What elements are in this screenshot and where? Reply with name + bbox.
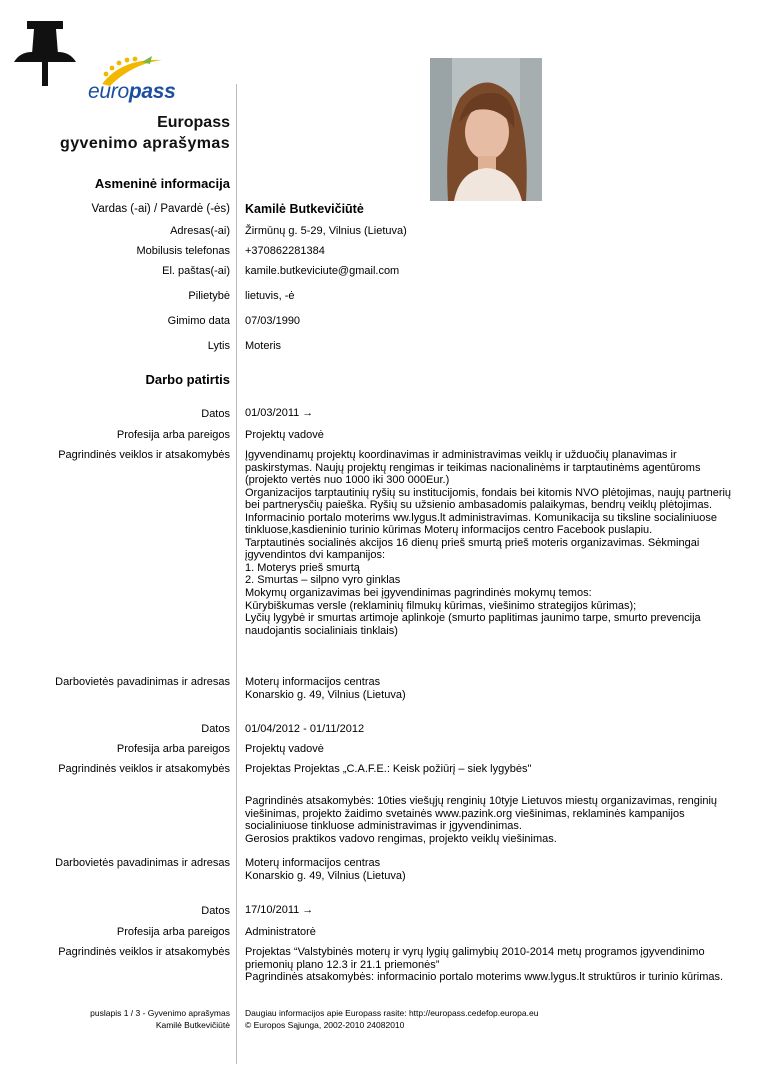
job1-activity-line: bei partnerysčių paieška. Ryšių su užsienio ambasadomis palaikymas, bendrų veiklų plėtojimas. [245, 499, 713, 512]
job1-activity-line: 1. Moterys prieš smurtą [245, 561, 360, 574]
email-label: El. paštas(-ai) [162, 265, 230, 277]
job2-employer [245, 857, 715, 882]
profile-photo [430, 58, 542, 201]
job3-activity-line: priemonių plano 12.3 ir 21.1 priemonės” [245, 958, 440, 971]
job1-activity-line: įgyvendintos dvi kampanijos: [245, 549, 386, 562]
job2-activities-label: Pagrindinės veiklos ir atsakomybės [58, 763, 230, 775]
job1-activity-line: naudojantis socialiniais tinklais) [245, 624, 398, 637]
europass-logo: europass [88, 80, 176, 103]
job2-position-label: Profesija arba pareigos [116, 743, 230, 755]
job2-employer-line: Konarskio g. 49, Vilnius (Lietuva) [245, 869, 406, 882]
job3-position-label: Profesija arba pareigos [116, 926, 230, 938]
mobile-value: +370862281384 [245, 245, 325, 257]
job1-activity-line: Įgyvendinamų projektų koordinavimas ir administravimas veiklų ir užduočių planavimas ir [245, 449, 677, 461]
job1-activities [245, 449, 732, 637]
job1-activity-line: tinkluose,kasdieninio turinio kūrimas Moterų informacijos centro Facebook puslapiu. [245, 524, 653, 537]
mobile-label: Mobilusis telefonas [136, 245, 230, 257]
job2-activity-line: viešinimas, projekto žaidimo svetainės www.pazink.org viešinimas, reklaminės kampanijos [245, 807, 685, 820]
citizenship-label: Pilietybė [188, 290, 230, 302]
job1-position-label: Profesija arba pareigos [116, 429, 230, 441]
job1-activity-line: (projekto vertės nuo 1000 iki 300 000Eur.) [245, 474, 450, 487]
address-value: Žirmūnų g. 5-29, Vilnius (Lietuva) [245, 225, 407, 237]
job2-employer-label: Darbovietės pavadinimas ir adresas [55, 857, 230, 869]
job2-dates: 01/04/2012 - 01/11/2012 [245, 723, 365, 735]
job1-activity-line: Kūrybiškumas versle (reklaminių filmukų kūrimas, viešinimo strategijos kūrimas); [245, 599, 637, 612]
birthdate-label: Gimimo data [167, 315, 230, 327]
job2-activity-line: socialiniuose tinkluose administravimas ir įgyvendinimas. [245, 820, 522, 833]
footer-copyright: © Europos Sąjunga, 2002-2010 24082010 [245, 1020, 405, 1030]
job3-activities-label: Pagrindinės veiklos ir atsakomybės [58, 946, 230, 958]
job1-employer-line: Konarskio g. 49, Vilnius (Lietuva) [245, 688, 406, 701]
section-work-experience: Darbo patirtis [145, 372, 230, 387]
person-name: Kamilė Butkevičiūtė [245, 202, 364, 216]
job2-employer-line: Moterų informacijos centras [245, 857, 381, 869]
job1-activity-line: Organizacijos tarptautinių ryšių su institucijomis, fondais bei kitomis NVO plėtojimas, naujų partnerių [245, 486, 732, 499]
pushpin-icon [10, 18, 80, 88]
job1-employer-line: Moterų informacijos centras [245, 676, 381, 688]
citizenship-value: lietuvis, -ė [245, 290, 295, 302]
job3-dates: 17/10/2011 → [245, 904, 314, 916]
job1-activity-line: Lyčių lygybė ir smurtas artimoje aplinkoje (smurto paplitimas jaunimo tarpe, smurto prevencija [245, 612, 701, 625]
job1-employer-label: Darbovietės pavadinimas ir adresas [55, 676, 230, 688]
job1-activity-line: Tarptautinės socialinės akcijos 16 dienų prieš smurtą prieš moteris organizavimas. Sėkmingai [245, 536, 700, 549]
gender-label: Lytis [207, 340, 230, 352]
job1-activity-line: 2. Smurtas – silpno vyro ginklas [245, 574, 401, 587]
name-label: Vardas (-ai) / Pavardė (-ės) [91, 203, 230, 215]
birthdate-value: 07/03/1990 [245, 315, 301, 327]
job1-employer [245, 676, 715, 701]
column-divider [236, 84, 237, 1064]
footer-name: Kamilė Butkevičiūtė [155, 1020, 230, 1030]
job2-activity-line: Projektas Projektas „C.A.F.E.: Keisk požiūrį – siek lygybės" [245, 763, 532, 775]
footer-page-info: puslapis 1 / 3 - Gyvenimo aprašymas [90, 1008, 230, 1018]
job3-activities [245, 946, 724, 984]
footer-more-info: Daugiau informacijos apie Europass rasite: http://europass.cedefop.europa.eu [245, 1008, 539, 1018]
job2-position: Projektų vadovė [245, 743, 324, 755]
address-label: Adresas(-ai) [170, 225, 230, 237]
job1-dates: 01/03/2011 → [245, 407, 314, 419]
document-subtitle: gyvenimo aprašymas [60, 135, 230, 152]
job1-activity-line: paskirstymas. Naujų projektų rengimas ir teikimas nacionalinėms ir tarptautinėms agentūroms [245, 461, 701, 474]
job2-activities-extra [245, 795, 718, 845]
job1-dates-label: Datos [201, 408, 230, 420]
job1-activity-line: Mokymų organizavimas bei įgyvendinimas pagrindinės mokymų temos: [245, 587, 592, 600]
document-title: Europass [157, 114, 230, 131]
job3-activity-line: Pagrindinės atsakomybės: informacinio portalo moterims www.lygus.lt struktūros ir turinio kūrimas. [245, 971, 724, 984]
email-value: kamile.butkeviciute@gmail.com [245, 265, 400, 277]
job3-dates-label: Datos [201, 905, 230, 917]
job2-dates-label: Datos [201, 723, 230, 735]
job1-activity-line: Informacinio portalo moterims ww.lygus.lt administravimas. Komunikacija su tiksline socialiniuose [245, 511, 717, 524]
job1-position: Projektų vadovė [245, 429, 324, 441]
section-personal-info: Asmeninė informacija [94, 176, 230, 191]
job2-activity-line: Gerosios praktikos vadovo rengimas, projekto veiklų viešinimas. [245, 832, 557, 845]
gender-value: Moteris [245, 340, 282, 352]
job3-activity-line: Projektas “Valstybinės moterų ir vyrų lygių galimybių 2010-2014 metų programos įgyvendinimo [245, 946, 705, 958]
job2-activity-line: Pagrindinės atsakomybės: 10ties viešųjų renginių 10tyje Lietuvos miestų organizavimas, renginių [245, 795, 718, 807]
job1-activities-label: Pagrindinės veiklos ir atsakomybės [58, 449, 230, 461]
job3-position: Administratorė [245, 926, 316, 938]
